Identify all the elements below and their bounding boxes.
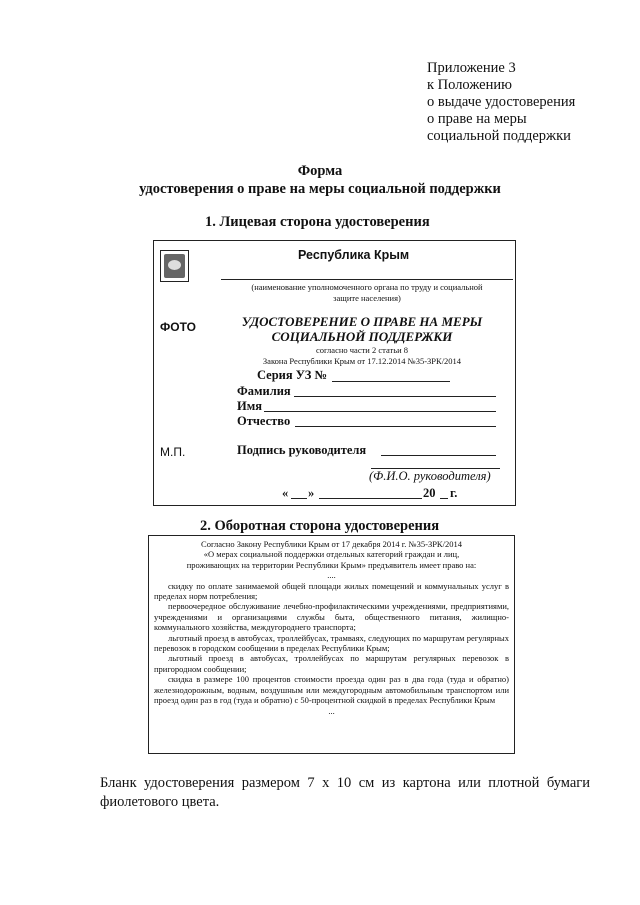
note-text: Бланк удостоверения размером 7 х 10 см из картона или плотной бумаги фиолетового цвета. (100, 775, 590, 810)
law-title: «О мерах социальной поддержки отдельных категорий граждан и лиц, (203, 549, 460, 560)
signature-field[interactable] (381, 455, 496, 456)
ellipsis: ... (328, 705, 335, 716)
ellipsis: .... (327, 570, 336, 581)
date-quote-open: « (282, 486, 289, 500)
organ-note-line: (наименование уполномоченного органа по труду и социальной (251, 282, 483, 292)
year-field[interactable] (440, 498, 448, 499)
patronymic-field[interactable] (295, 426, 496, 427)
signature-label: Подпись руководителя (237, 443, 367, 457)
name-field[interactable] (264, 411, 496, 412)
back-card-text (154, 539, 509, 716)
photo-label: ФОТО (160, 320, 196, 334)
surname-label: Фамилия (237, 384, 291, 398)
form-subtitle: удостоверения о праве на меры социальной поддержки (139, 181, 501, 197)
republic-name: Республика Крым (298, 248, 410, 262)
series-label: Серия УЗ № (257, 368, 328, 382)
organ-note-line: защите населения) (333, 293, 401, 303)
cert-title-2: СОЦИАЛЬНОЙ ПОДДЕРЖКИ (271, 329, 453, 344)
month-field[interactable] (319, 498, 422, 499)
stamp-label: М.П. (160, 445, 186, 459)
cert-title: УДОСТОВЕРЕНИЕ О ПРАВЕ НА МЕРЫ (241, 314, 483, 329)
year-prefix: 20 (423, 486, 436, 500)
appendix-line: о праве на меры (427, 111, 527, 127)
benefit-item: льготный проезд в автобусах, троллейбусах по маршрутам регулярных перевозок в пригородном сообщении; (154, 653, 509, 674)
appendix-line: социальной поддержки (427, 128, 571, 144)
patronymic-label: Отчество (237, 414, 291, 428)
appendix-line: к Положению (427, 77, 512, 93)
day-field[interactable] (291, 498, 307, 499)
date-quote-close: » (308, 486, 315, 500)
benefit-item: первоочередное обслуживание лечебно-профилактическими учреждениями, предприятиями, учреждениями и организациями службы быта, общественного питания, жилищно-коммунального хозяйства, междугороднего транспорта; (154, 601, 509, 633)
law-title-cont: проживающих на территории Республики Крым» предъявитель имеет право на: (186, 559, 477, 570)
emblem-icon (160, 250, 189, 282)
appendix-line: Приложение 3 (427, 60, 516, 76)
basis-law: Закона Республики Крым от 17.12.2014 №35-ЗРК/2014 (262, 356, 462, 366)
fio-caption: (Ф.И.О. руководителя) (369, 469, 491, 483)
benefit-item: скидка в размере 100 процентов стоимости проезда один раз в два года (туда и обратно) железнодорожным, водным, воздушным или междугородным автомобильным транспортом или проезд один раз в год (туда и обратно) с 50-процентной скидкой в пределах Республики Крым (154, 674, 509, 706)
form-title: Форма (297, 163, 343, 179)
section-back-heading: 2. Оборотная сторона удостоверения (200, 518, 440, 534)
blank-size-note (100, 774, 590, 812)
appendix-line: о выдаче удостоверения (427, 94, 576, 110)
law-reference: Согласно Закону Республики Крым от 17 декабря 2014 г. №35-ЗРК/2014 (201, 539, 462, 549)
surname-field[interactable] (294, 396, 496, 397)
organ-note (221, 282, 513, 304)
year-suffix: г. (450, 486, 458, 500)
organ-line (221, 279, 513, 280)
section-front-heading: 1. Лицевая сторона удостоверения (205, 214, 430, 230)
series-field[interactable] (332, 381, 450, 382)
benefit-item: льготный проезд в автобусах, троллейбусах, трамваях, следующих по маршрутам регулярных перевозок в городском сообщении в пределах Республики Крым; (154, 632, 509, 654)
name-label: Имя (237, 399, 262, 413)
appendix-note (427, 60, 575, 145)
basis-line: согласно части 2 статьи 8 (315, 345, 409, 355)
benefit-item: скидку по оплате занимаемой общей площади жилых помещений и коммунальных услуг в пределах норм потребления; (154, 580, 509, 602)
